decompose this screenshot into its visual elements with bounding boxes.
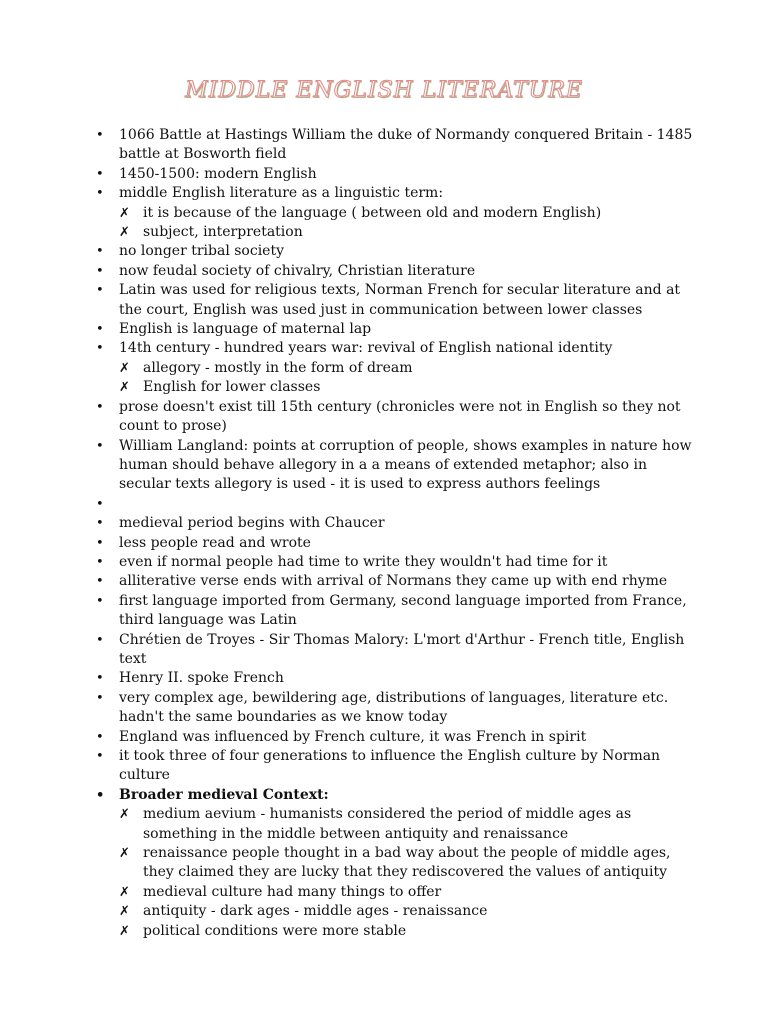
cross-mark-icon: ✗ (119, 904, 130, 920)
page-title: MIDDLE ENGLISH LITERATURE (185, 78, 583, 103)
bullet-icon: • (96, 496, 104, 512)
cross-mark-icon: ✗ (119, 846, 130, 862)
bullet-icon: • (96, 322, 104, 338)
list-item (96, 592, 696, 631)
item-text: now feudal society of chivalry, Christian literature (119, 262, 476, 279)
list-item (96, 631, 696, 670)
item-text: it is because of the language ( between old and modern English) (143, 204, 602, 221)
list-item (96, 669, 696, 688)
item-text: antiquity - dark ages - middle ages - renaissance (143, 903, 488, 920)
list-item (96, 126, 696, 165)
item-text: William Langland: points at corruption of people, shows examples in nature how human should behave allegory in a a means of extended metaphor; also in secular texts allegory is used - it is used to express authors feelings (119, 437, 692, 493)
bullet-icon: • (96, 593, 104, 609)
item-text: 1066 Battle at Hastings William the duke of Normandy conquered Britain - 1485 battle at Bosworth field (119, 127, 693, 163)
bullet-icon: • (96, 128, 104, 143)
list-item (96, 553, 696, 572)
sub-list-item (96, 883, 696, 902)
document-body (96, 126, 696, 941)
item-text: England was influenced by French culture, it was French in spirit (119, 728, 587, 745)
sub-list-item (96, 378, 696, 397)
bullet-icon: • (96, 554, 104, 570)
cross-mark-icon: ✗ (119, 923, 130, 939)
item-text: 14th century - hundred years war: revival of English national identity (119, 340, 613, 357)
item-text: medium aevium - humanists considered the period of middle ages as something in the middle between antiquity and renaissance (143, 806, 632, 842)
sub-list-item (96, 805, 696, 844)
item-text: subject, interpretation (143, 224, 303, 241)
item-text: renaissance people thought in a bad way about the people of middle ages, they claimed they are lucky that they rediscovered the values of antiquity (143, 845, 671, 881)
list-item (96, 728, 696, 747)
list-item (96, 339, 696, 358)
sub-list-item (96, 223, 696, 242)
item-text: first language imported from Germany, second language imported from France, third language was Latin (119, 592, 687, 629)
bullet-icon: • (96, 283, 104, 299)
item-text: even if normal people had time to write they wouldn't had time for it (119, 553, 608, 570)
item-text: alliterative verse ends with arrival of Normans they came up with end rhyme (119, 573, 668, 590)
item-text (119, 496, 123, 512)
title-container (0, 78, 768, 103)
bullet-icon: • (96, 787, 105, 803)
list-item (96, 262, 696, 281)
list-item (96, 534, 696, 553)
bullet-icon: • (96, 632, 104, 648)
list-item (96, 398, 696, 437)
sub-list-item (96, 359, 696, 378)
cross-mark-icon: ✗ (119, 380, 130, 396)
item-text: 1450-1500: modern English (119, 165, 317, 182)
bullet-icon: • (96, 399, 104, 415)
item-text: middle English literature as a linguistic term: (119, 185, 444, 202)
section-heading-item (96, 786, 696, 805)
list-item (96, 165, 696, 184)
bullet-icon: • (96, 690, 104, 706)
item-text: Latin was used for religious texts, Norman French for secular literature and at the court, English was used just in communication between lower classes (119, 282, 681, 318)
bullet-icon: • (96, 438, 104, 454)
sub-list-item (96, 902, 696, 921)
cross-mark-icon: ✗ (119, 205, 130, 221)
notes-list (96, 126, 696, 941)
sub-list-item (96, 204, 696, 223)
list-item (96, 747, 696, 786)
list-item (96, 514, 696, 533)
bullet-icon: • (96, 244, 104, 260)
cross-mark-icon: ✗ (119, 884, 130, 900)
item-text: political conditions were more stable (143, 922, 407, 939)
list-item (96, 437, 696, 495)
bullet-icon: • (96, 516, 104, 532)
list-item (96, 242, 696, 261)
item-text: prose doesn't exist till 15th century (chronicles were not in English so they not count to prose) (119, 398, 681, 435)
cross-mark-icon: ✗ (119, 360, 130, 376)
list-item (96, 689, 696, 728)
bullet-icon: • (96, 729, 104, 745)
bullet-icon: • (96, 263, 104, 279)
item-text: allegory - mostly in the form of dream (143, 359, 413, 376)
item-text: Broader medieval Context: (119, 786, 329, 803)
bullet-icon: • (96, 341, 104, 357)
item-text: English for lower classes (143, 379, 321, 396)
item-text: very complex age, bewildering age, distributions of languages, literature etc. hadn't the same boundaries as we know today (119, 689, 669, 726)
cross-mark-icon: ✗ (119, 807, 130, 823)
list-item (96, 320, 696, 339)
bullet-icon: • (96, 749, 104, 764)
item-text: no longer tribal society (119, 243, 284, 260)
cross-mark-icon: ✗ (119, 225, 130, 241)
bullet-icon: • (96, 535, 104, 551)
list-item (96, 495, 696, 514)
item-text: Chrétien de Troyes - Sir Thomas Malory: L'mort d'Arthur - French title, English text (119, 631, 685, 667)
bullet-icon: • (96, 574, 104, 590)
sub-list-item (96, 922, 696, 941)
list-item (96, 184, 696, 203)
sub-list-item (96, 844, 696, 883)
item-text: it took three of four generations to influence the English culture by Norman culture (119, 748, 661, 784)
bullet-icon: • (96, 671, 104, 687)
item-text: English is language of maternal lap (119, 321, 372, 338)
item-text: less people read and wrote (119, 534, 311, 551)
item-text: Henry II. spoke French (119, 670, 284, 687)
bullet-icon: • (96, 186, 104, 202)
bullet-icon: • (96, 166, 104, 182)
item-text: medieval period begins with Chaucer (119, 515, 385, 532)
list-item (96, 281, 696, 320)
list-item (96, 572, 696, 591)
item-text: medieval culture had many things to offer (143, 883, 442, 900)
